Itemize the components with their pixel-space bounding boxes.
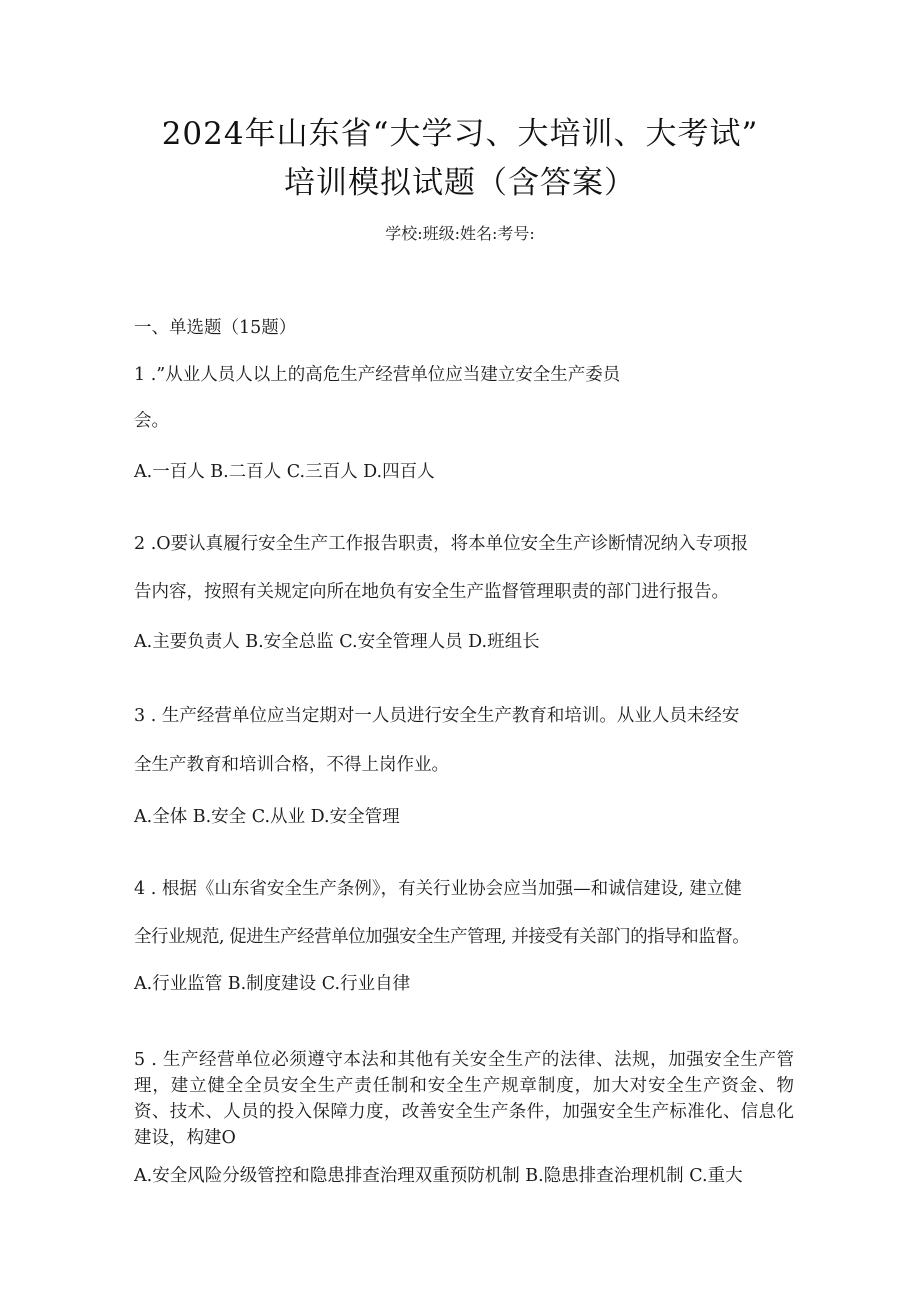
question-4-stem-line-2: 全行业规范, 促进生产经营单位加强安全生产管理, 并接受有关部门的指导和监督。 [134,927,750,947]
student-info-line: 学校:班级:姓名:考号: [385,224,535,243]
document-title-line-1: 2024年山东省“大学习、大培训、大考试” [161,116,759,152]
question-5-stem: 5 . 生产经营单位必须遵守本法和其他有关安全生产的法律、法规，加强安全生产管理，建立健全全员安全生产责任制和安全生产规章制度，加大对安全生产资金、物资、技术、人员的投入保障力度，改善安全生产条件，加强安全生产标准化、信息化建设，构建O [134,1050,794,1148]
question-1-options: A.一百人 B.二百人 C.三百人 D.四百人 [134,462,435,482]
question-4-options: A.行业监管 B.制度建设 C.行业自律 [134,974,411,994]
question-2-stem-line-1: 2 .O要认真履行安全生产工作报告职责，将本单位安全生产诊断情况纳入专项报 [134,534,749,554]
question-3-stem-line-1: 3 . 生产经营单位应当定期对一人员进行安全生产教育和培训。从业人员未经安 [134,706,740,726]
question-2-options: A.主要负责人 B.安全总监 C.安全管理人员 D.班组长 [134,632,540,652]
question-3-stem-line-2: 全生产教育和培训合格，不得上岗作业。 [134,755,449,775]
question-3-options: A.全体 B.安全 C.从业 D.安全管理 [134,807,400,827]
question-4-stem-line-1: 4 . 根据《山东省安全生产条例》，有关行业协会应当加强—和诚信建设, 建立健 [134,879,742,899]
question-1-stem-line-1: 1 .”从业人员人以上的高危生产经营单位应当建立安全生产委员 [134,365,621,385]
document-title-line-2: 培训模拟试题（含答案） [284,165,636,201]
question-1-stem-line-2: 会。 [134,411,169,431]
section-heading: 一、单选题（15题） [134,318,297,338]
question-5-options: A.安全风险分级管控和隐患排查治理双重预防机制 B.隐患排查治理机制 C.重大 [134,1166,743,1186]
question-2-stem-line-2: 告内容，按照有关规定向所在地负有安全生产监督管理职责的部门进行报告。 [134,582,729,602]
